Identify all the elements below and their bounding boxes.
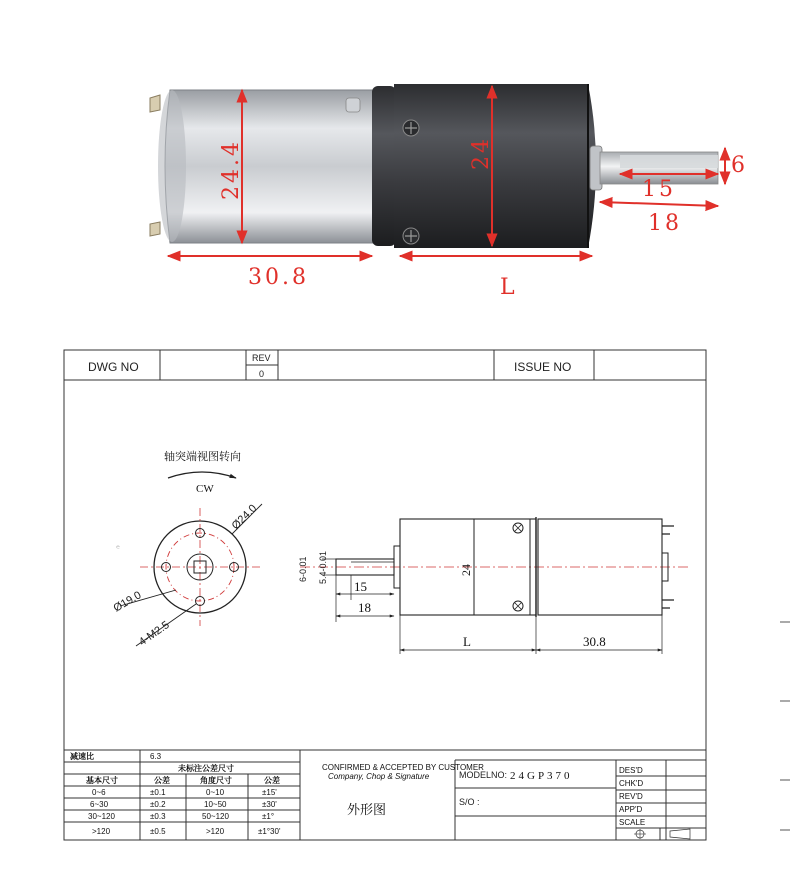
row3-angle: 50~120 xyxy=(202,812,229,821)
confirm-line-1: CONFIRMED & ACCEPTED BY CUSTOMER xyxy=(322,763,484,772)
side-screw-bottom-x xyxy=(515,603,521,609)
ratio-label: 减速比 xyxy=(70,752,94,761)
title-table xyxy=(64,750,706,840)
row2-basic: 6~30 xyxy=(90,800,109,809)
dim-line-shaft-length xyxy=(600,202,718,206)
row3-basic: 30~120 xyxy=(88,812,115,821)
signoff-chk: CHK'D xyxy=(619,779,644,788)
label-shaft-dia: 6-0.01 xyxy=(298,556,308,582)
label-flat-dim: 5.4-0.01 xyxy=(318,550,328,584)
rev-value: 0 xyxy=(259,369,265,379)
header-angle: 角度尺寸 xyxy=(200,776,232,785)
smudge-mark: ᵉ xyxy=(116,544,121,555)
dwg-no-label: DWG NO xyxy=(88,360,139,374)
ratio-value: 6.3 xyxy=(150,752,162,761)
rotation-direction: CW xyxy=(196,483,214,495)
label-screws: 4-M2.5 xyxy=(136,618,172,649)
motor-tab xyxy=(346,98,360,112)
end-view-caption: 轴突端视图转向 xyxy=(164,451,241,463)
confirm-line-2: Company, Chop & Signature xyxy=(328,772,430,781)
so-label: S/O : xyxy=(459,797,480,807)
side-view xyxy=(298,517,690,654)
signoff-app: APP'D xyxy=(619,805,643,814)
tolerance-title: 未标注公差尺寸 xyxy=(178,764,234,773)
dim-flat-length: 15 xyxy=(642,177,676,202)
dim-gearbox-diameter: 24 xyxy=(469,136,494,170)
model-label: MODELNO: xyxy=(459,770,508,780)
label-side-flat: 15 xyxy=(354,579,367,594)
row2-tol: ±0.2 xyxy=(150,800,166,809)
label-side-motor: 30.8 xyxy=(583,634,606,649)
projection-symbol-icon xyxy=(634,829,690,839)
signoff-rev: REV'D xyxy=(619,792,643,801)
header-tol1: 公差 xyxy=(154,776,170,785)
row4-basic: >120 xyxy=(92,827,111,836)
issue-no-label: ISSUE NO xyxy=(514,360,572,374)
row2-angle: 10~50 xyxy=(204,800,227,809)
label-outer-dia: Ø24.0 xyxy=(229,502,260,533)
shaft-end-view xyxy=(112,449,263,648)
terminal-bottom xyxy=(150,222,160,236)
motor-end-cap xyxy=(158,90,186,242)
rev-label: REV xyxy=(252,353,271,363)
model-value: 24GP370 xyxy=(510,770,573,782)
side-terminal-top xyxy=(662,526,674,534)
side-terminal-bottom xyxy=(662,600,674,608)
dim-shaft-length: 18 xyxy=(648,211,682,236)
rotation-arrow xyxy=(168,472,236,478)
row1-angtol: ±15' xyxy=(262,788,277,797)
signoff-scale: SCALE xyxy=(619,818,646,827)
dim-motor-diameter: 24.4 xyxy=(219,139,244,200)
shaft-flat xyxy=(620,155,718,168)
dim-shaft-diameter: 6 xyxy=(731,153,748,178)
header-basic: 基本尺寸 xyxy=(86,776,118,785)
row4-tol: ±0.5 xyxy=(150,827,166,836)
gearbox-body xyxy=(394,84,596,248)
label-side-shaft: 18 xyxy=(358,600,371,615)
row4-angle: >120 xyxy=(206,827,225,836)
drawing-name: 外形图 xyxy=(347,802,387,817)
motor-can xyxy=(165,90,378,243)
label-side-gearbox: L xyxy=(463,634,471,649)
row1-tol: ±0.1 xyxy=(150,788,166,797)
label-bolt-circle: Ø19.0 xyxy=(111,589,144,615)
dim-motor-length: 30.8 xyxy=(248,265,309,290)
signoff-des: DES'D xyxy=(619,766,643,775)
row2-angtol: ±30' xyxy=(262,800,277,809)
terminal-top xyxy=(150,95,160,112)
row3-angtol: ±1° xyxy=(262,812,275,821)
coupling-ring xyxy=(372,86,396,246)
side-screw-top-x xyxy=(515,525,521,531)
dim-gearbox-length: L xyxy=(500,275,518,300)
row1-basic: 0~6 xyxy=(92,788,106,797)
row4-angtol: ±1°30' xyxy=(258,827,281,836)
label-body-dia: 24 xyxy=(459,564,473,576)
row3-tol: ±0.3 xyxy=(150,812,166,821)
row1-angle: 0~10 xyxy=(206,788,225,797)
header-tol2: 公差 xyxy=(264,776,280,785)
